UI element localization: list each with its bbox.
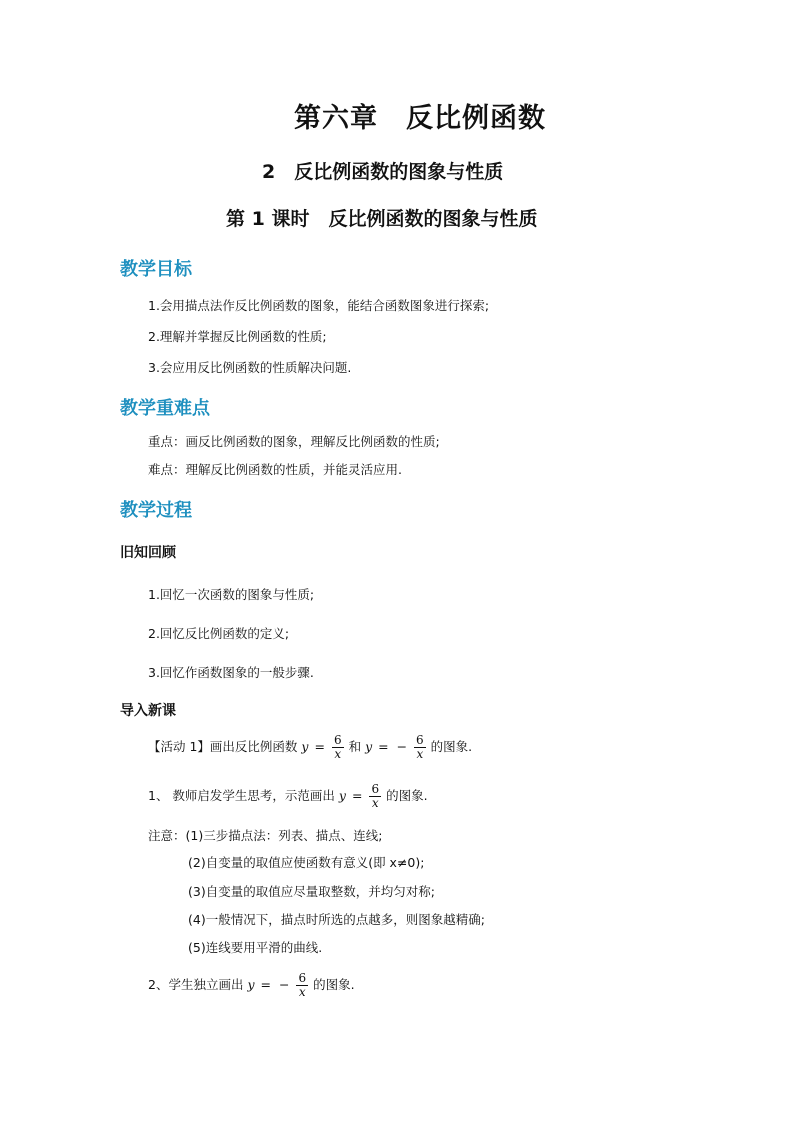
fraction-6-over-x — [414, 734, 426, 761]
fraction-denominator: x — [416, 747, 424, 761]
review-heading: 旧知回顾 — [120, 545, 176, 561]
formula-minus: − — [278, 977, 290, 992]
formula-eq: = — [314, 739, 325, 754]
fraction-numerator: 6 — [298, 971, 307, 985]
activity-1-suffix: 的图象. — [430, 739, 473, 754]
formula-y: y — [365, 739, 373, 754]
key-points-heading: 教学重难点 — [120, 398, 210, 419]
step-2-suffix: 的图象. — [313, 977, 355, 992]
formula-minus: − — [396, 739, 408, 754]
note-item: (2)自变量的取值应使函数有意义(即 x≠0); — [188, 855, 425, 870]
formula-y: y — [338, 788, 346, 803]
formula-y: y — [301, 739, 309, 754]
review-item: 1.回忆一次函数的图象与性质; — [148, 587, 315, 602]
fraction-denominator: x — [371, 796, 379, 810]
fraction-6-over-x — [332, 734, 344, 761]
step-1-suffix: 的图象. — [386, 788, 428, 803]
note-item: (3)自变量的取值应尽量取整数，并均匀对称; — [188, 884, 435, 899]
goal-item: 2.理解并掌握反比例函数的性质; — [148, 329, 327, 344]
step-2-prefix: 2、学生独立画出 — [148, 977, 244, 992]
section-title: 2 反比例函数的图象与性质 — [262, 161, 504, 183]
step-2-line — [148, 972, 355, 999]
fraction-denominator: x — [334, 747, 342, 761]
goal-item: 3.会应用反比例函数的性质解决问题. — [148, 360, 352, 375]
fraction-numerator: 6 — [371, 782, 380, 796]
review-item: 3.回忆作函数图象的一般步骤. — [148, 665, 314, 680]
fraction-6-over-x — [369, 783, 381, 810]
goals-heading: 教学目标 — [120, 259, 192, 280]
activity-1-and: 和 — [348, 739, 362, 754]
formula-eq: = — [260, 977, 271, 992]
step-1-line — [148, 783, 428, 810]
activity-1-prefix: 【活动 1】画出反比例函数 — [148, 739, 298, 754]
key-point-focus: 重点：画反比例函数的图象，理解反比例函数的性质; — [148, 434, 440, 449]
fraction-numerator: 6 — [416, 733, 424, 747]
note-item: 注意：(1)三步描点法：列表、描点、连线; — [148, 828, 383, 843]
intro-heading: 导入新课 — [120, 703, 176, 719]
fraction-denominator: x — [298, 985, 306, 999]
fraction-numerator: 6 — [333, 733, 342, 747]
lesson-title: 第 1 课时 反比例函数的图象与性质 — [226, 208, 538, 230]
step-1-prefix: 1、 教师启发学生思考，示范画出 — [148, 788, 335, 803]
goal-item: 1.会用描点法作反比例函数的图象，能结合函数图象进行探索; — [148, 298, 490, 313]
note-item: (5)连线要用平滑的曲线. — [188, 940, 323, 955]
process-heading: 教学过程 — [120, 500, 192, 521]
key-point-difficulty: 难点：理解反比例函数的性质，并能灵活应用. — [148, 462, 402, 477]
chapter-title: 第六章 反比例函数 — [294, 103, 546, 134]
review-item: 2.回忆反比例函数的定义; — [148, 626, 290, 641]
activity-1-line — [148, 734, 472, 761]
fraction-6-over-x — [296, 972, 308, 999]
formula-eq: = — [351, 788, 363, 803]
formula-y: y — [247, 977, 255, 992]
note-item: (4)一般情况下，描点时所选的点越多，则图象越精确; — [188, 912, 485, 927]
formula-eq: = — [378, 739, 389, 754]
